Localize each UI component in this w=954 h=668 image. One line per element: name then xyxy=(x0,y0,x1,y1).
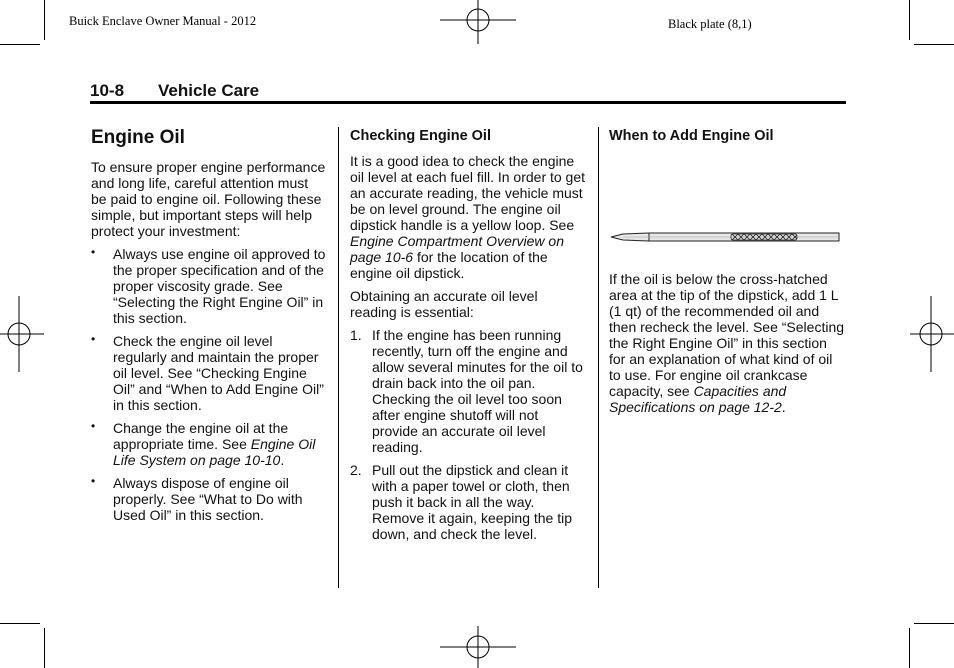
accuracy-paragraph: Obtaining an accurate oil level reading is essential: xyxy=(350,288,538,320)
paragraph-text-end: . xyxy=(781,399,786,415)
intro-paragraph: To ensure proper engine performance and long life, careful attention must be paid to engine oil. Following these simple, but important steps will help protect your investment: xyxy=(91,159,326,239)
step-number: 1. xyxy=(350,327,362,343)
when-to-add-heading: When to Add Engine Oil xyxy=(609,128,774,144)
paragraph-text-end: for the location of the engine oil dipstick. xyxy=(350,249,548,281)
list-item-text: Check the engine oil level regularly and maintain the proper oil level. See “Checking Engine Oil” and “When to Add Engine Oil” in this section. xyxy=(113,333,324,413)
bullet-icon: • xyxy=(91,474,96,488)
list-item xyxy=(91,420,327,468)
list-item-text: Always dispose of engine oil properly. See “What to Do with Used Oil” in this section. xyxy=(113,475,303,523)
cross-reference-link[interactable]: Engine Oil Life System on page 10-10 xyxy=(113,436,316,468)
column-divider-2 xyxy=(598,127,599,588)
list-item-text-end: . xyxy=(280,452,285,468)
list-item xyxy=(91,475,327,523)
add-oil-paragraph xyxy=(609,271,847,415)
list-item-text: Change the engine oil at the appropriate time. See xyxy=(113,420,289,452)
step-number: 2. xyxy=(350,462,362,478)
engine-oil-heading: Engine Oil xyxy=(91,127,185,148)
column-3 xyxy=(609,127,847,422)
registration-mark-bottom xyxy=(440,626,516,668)
column-divider-1 xyxy=(338,127,339,588)
list-item-text: If the engine has been running recently, turn off the engine and allow several minutes for the oil to drain back into the oil pan. Checking the oil level too soon after engine shutoff will not provide an accurate oil level reading. xyxy=(372,327,583,455)
registration-mark-left xyxy=(0,296,44,372)
list-item xyxy=(91,246,327,326)
bullet-icon: • xyxy=(91,332,96,346)
registration-mark-top xyxy=(440,0,516,44)
steps-list xyxy=(350,327,588,542)
plate-label: Black plate (8,1) xyxy=(668,17,752,31)
section-number: 10-8 xyxy=(90,81,125,100)
cross-reference-link[interactable]: Capacities and Specifications on page 12-2 xyxy=(609,383,787,415)
dipstick-illustration-icon xyxy=(609,153,841,273)
bullet-icon: • xyxy=(91,419,96,433)
column-2 xyxy=(350,127,588,549)
header-rule xyxy=(90,101,846,104)
list-item-text: Always use engine oil approved to the proper specification and of the proper viscosity grade. See “Selecting the Right Engine Oil” in this section. xyxy=(113,246,326,326)
manual-title: Buick Enclave Owner Manual - 2012 xyxy=(69,14,257,28)
section-title: Vehicle Care xyxy=(158,81,260,100)
bullet-list xyxy=(91,246,327,523)
list-item xyxy=(350,327,588,455)
list-item xyxy=(350,462,588,542)
checking-paragraph xyxy=(350,153,588,281)
list-item xyxy=(91,333,327,413)
registration-mark-right xyxy=(910,296,954,372)
bullet-icon: • xyxy=(91,245,96,259)
column-1 xyxy=(91,127,327,530)
paragraph-text: If the oil is below the cross-hatched area at the tip of the dipstick, add 1 L (1 qt) of the recommended oil and then recheck the level. See “Selecting the Right Engine Oil” in this section for an explanation of what kind of oil to use. For engine oil crankcase capacity, see xyxy=(609,271,845,399)
checking-engine-oil-heading: Checking Engine Oil xyxy=(350,128,491,144)
list-item-text: Pull out the dipstick and clean it with a paper towel or cloth, then push it back in all the way. Remove it again, keeping the tip down, and check the level. xyxy=(372,462,573,542)
paragraph-text: It is a good idea to check the engine oil level at each fuel fill. In order to get an accurate reading, the vehicle must be on level ground. The engine oil dipstick handle is a yellow loop. See xyxy=(350,153,586,233)
cross-reference-link[interactable]: Engine Compartment Overview on page 10-6 xyxy=(350,233,564,265)
